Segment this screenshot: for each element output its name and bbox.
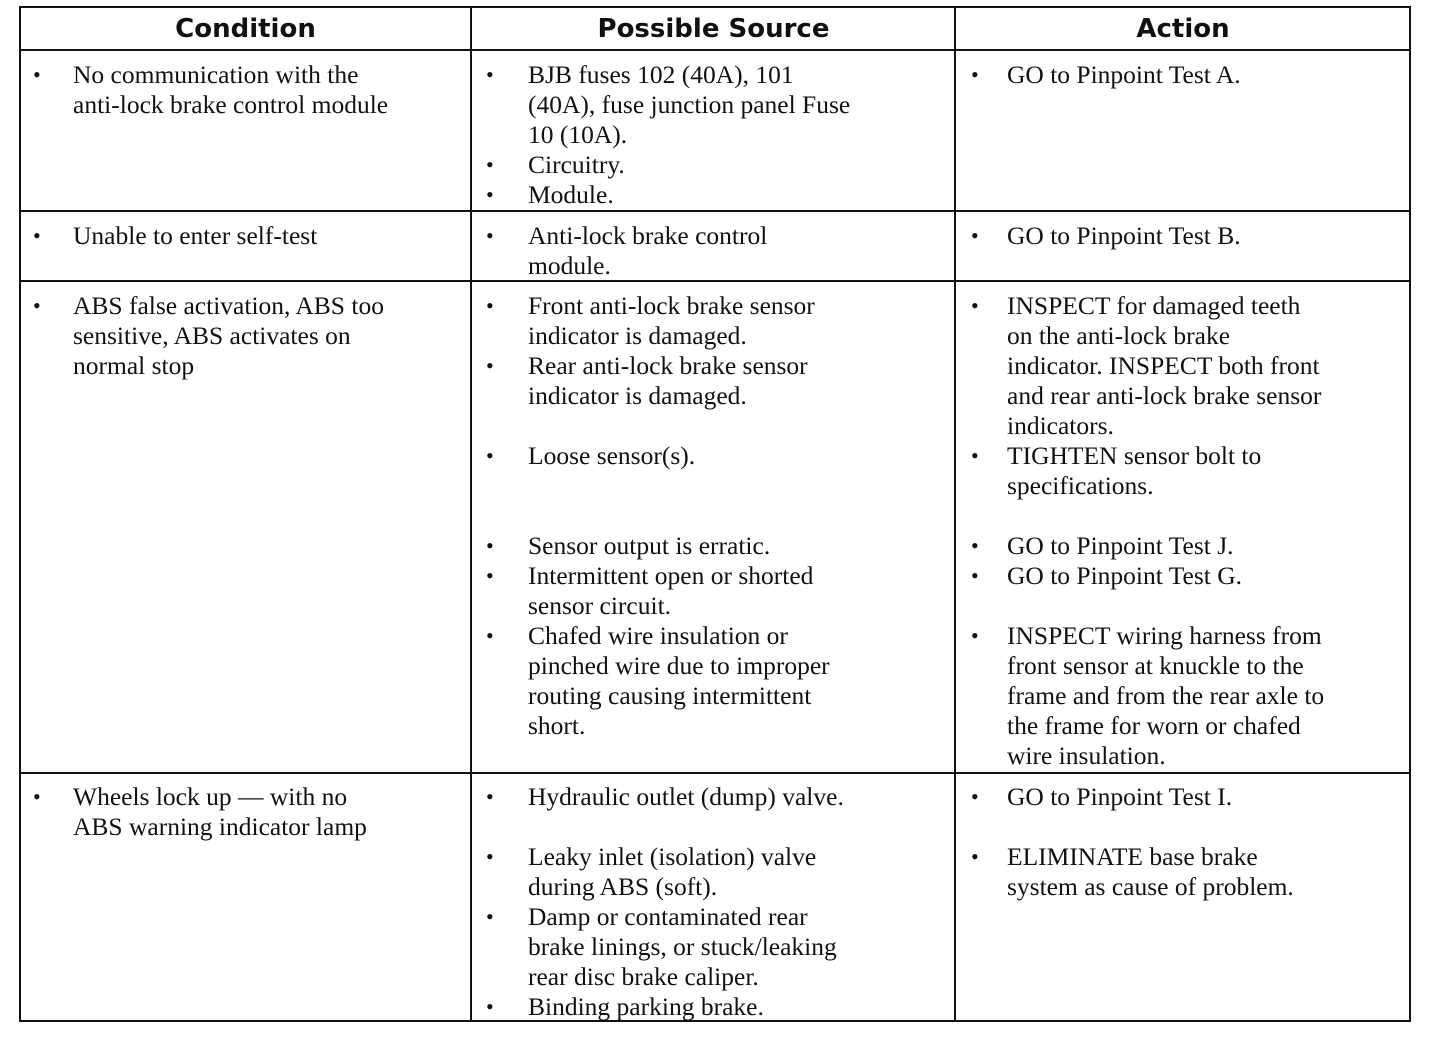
source-text: Binding parking brake. [528,992,764,1021]
row-divider [21,210,1409,212]
action-text: GO to Pinpoint Test J. [1007,531,1234,560]
source-text: Loose sensor(s). [528,441,696,470]
action-text: INSPECT for damaged teeth on the anti-lock brake indicator. INSPECT both front and rear anti-lock brake sensor indicators. [1007,291,1322,440]
action-item [971,221,1411,251]
condition-cell [21,60,470,120]
source-item [472,351,955,411]
bullet-icon: • [971,293,979,318]
source-item [472,60,955,150]
action-item [971,291,1411,441]
condition-item [21,221,470,251]
source-item [472,531,955,561]
source-item [472,842,955,902]
bullet-icon: • [486,152,494,177]
bullet-icon: • [486,293,494,318]
source-item [472,561,955,621]
bullet-icon: • [486,994,494,1019]
source-item [472,180,955,210]
bullet-icon: • [971,623,979,648]
bullet-icon: • [486,182,494,207]
bullet-icon: • [971,563,979,588]
action-text: INSPECT wiring harness from front sensor at knuckle to the frame and from the rear axle to the frame for worn or chafed wire insulation. [1007,621,1325,770]
action-item [971,531,1411,561]
bullet-icon: • [971,844,979,869]
condition-text: Wheels lock up — with no ABS warning indicator lamp [73,782,367,841]
action-text: GO to Pinpoint Test G. [1007,561,1243,590]
action-text: TIGHTEN sensor bolt to specifications. [1007,441,1262,500]
source-item [472,782,955,812]
action-text: ELIMINATE base brake system as cause of problem. [1007,842,1294,901]
source-text: BJB fuses 102 (40A), 101 (40A), fuse junction panel Fuse 10 (10A). [528,60,851,149]
source-item [472,992,955,1022]
action-cell [971,221,1411,251]
bullet-icon: • [33,62,41,87]
source-text: Intermittent open or shorted sensor circuit. [528,561,814,620]
source-text: Front anti-lock brake sensor indicator is damaged. [528,291,815,350]
bullet-icon: • [971,62,979,87]
action-item [971,621,1411,771]
condition-cell [21,782,470,842]
diagnosis-table [19,6,1411,1022]
source-text: Damp or contaminated rear brake linings, or stuck/leaking rear disc brake caliper. [528,902,837,991]
action-item [971,782,1411,812]
source-text: Circuitry. [528,150,625,179]
source-text: Sensor output is erratic. [528,531,771,560]
action-item [971,842,1411,902]
source-text: Rear anti-lock brake sensor indicator is damaged. [528,351,808,410]
bullet-icon: • [486,844,494,869]
bullet-icon: • [33,293,41,318]
bullet-icon: • [486,443,494,468]
condition-item [21,291,470,381]
source-text: Chafed wire insulation or pinched wire due to improper routing causing intermittent short. [528,621,830,740]
bullet-icon: • [486,563,494,588]
source-cell [472,221,955,281]
source-text: Leaky inlet (isolation) valve during ABS (soft). [528,842,817,901]
source-text: Hydraulic outlet (dump) valve. [528,782,844,811]
source-item [472,621,955,741]
header-possible-source: Possible Source [597,14,830,44]
condition-text: ABS false activation, ABS too sensitive, ABS activates on normal stop [73,291,384,380]
source-item [472,221,955,281]
source-cell [472,782,955,1022]
source-text: Module. [528,180,614,209]
bullet-icon: • [33,784,41,809]
source-item [472,291,955,351]
action-cell [971,60,1411,90]
condition-cell [21,221,470,251]
header-action: Action [1136,14,1230,44]
table-header [21,8,1409,51]
condition-item [21,782,470,842]
bullet-icon: • [486,353,494,378]
bullet-icon: • [971,223,979,248]
bullet-icon: • [486,223,494,248]
condition-item [21,60,470,120]
action-text: GO to Pinpoint Test A. [1007,60,1241,89]
bullet-icon: • [486,533,494,558]
condition-text: No communication with the anti-lock brake control module [73,60,389,119]
bullet-icon: • [486,904,494,929]
action-cell [971,782,1411,902]
action-cell [971,291,1411,771]
bullet-icon: • [971,443,979,468]
source-cell [472,291,955,741]
action-item [971,561,1411,591]
bullet-icon: • [971,533,979,558]
bullet-icon: • [486,784,494,809]
bullet-icon: • [33,223,41,248]
bullet-icon: • [486,623,494,648]
source-item [472,902,955,992]
action-text: GO to Pinpoint Test I. [1007,782,1233,811]
source-item [472,441,955,471]
condition-text: Unable to enter self-test [73,221,318,250]
bullet-icon: • [486,62,494,87]
source-text: Anti-lock brake control module. [528,221,768,280]
condition-cell [21,291,470,381]
row-divider [21,772,1409,774]
bullet-icon: • [971,784,979,809]
source-cell [472,60,955,210]
header-condition: Condition [175,14,316,44]
action-text: GO to Pinpoint Test B. [1007,221,1241,250]
source-item [472,150,955,180]
action-item [971,60,1411,90]
action-item [971,441,1411,501]
